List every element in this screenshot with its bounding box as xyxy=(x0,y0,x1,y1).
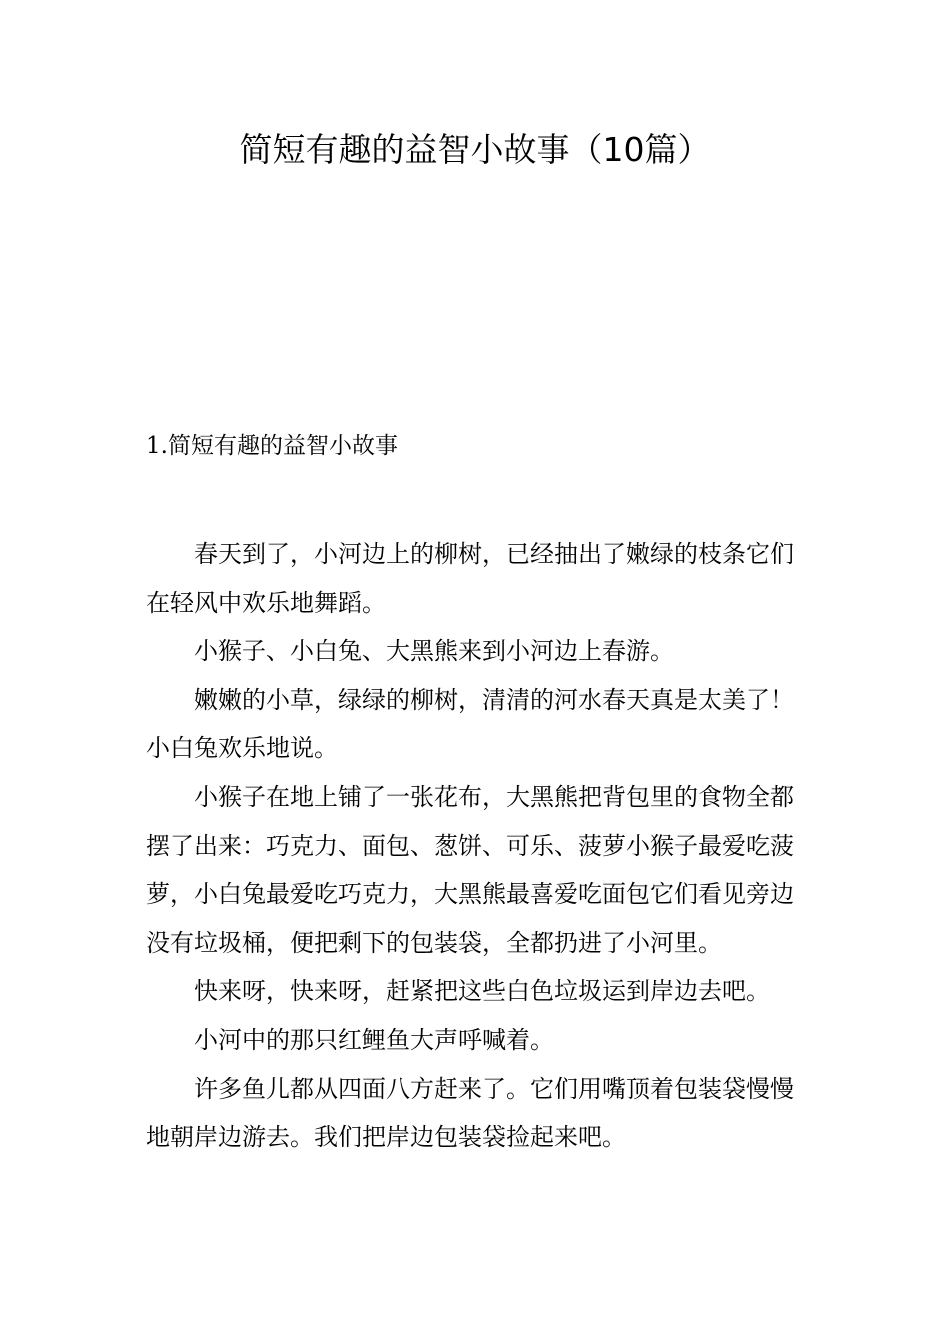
paragraph: 春天到了，小河边上的柳树，已经抽出了嫩绿的枝条它们在轻风中欢乐地舞蹈。 xyxy=(146,540,794,617)
paragraph: 许多鱼儿都从四面八方赶来了。它们用嘴顶着包装袋慢慢地朝岸边游去。我们把岸边包装袋捡起来吧。 xyxy=(146,1074,794,1152)
paragraph: 小河中的那只红鲤鱼大声呼喊着。 xyxy=(194,1025,554,1054)
section-heading: 1.简短有趣的益智小故事 xyxy=(146,433,398,459)
document-title: 简短有趣的益智小故事（10篇） xyxy=(239,130,711,169)
paragraph: 小猴子、小白兔、大黑熊来到小河边上春游。 xyxy=(194,637,674,666)
paragraph: 嫩嫩的小草，绿绿的柳树，清清的河水春天真是太美了！小白兔欢乐地说。 xyxy=(146,685,794,763)
story-body xyxy=(146,530,808,1162)
paragraph: 快来呀，快来呀，赶紧把这些白色垃圾运到岸边去吧。 xyxy=(194,977,770,1006)
paragraph: 小猴子在地上铺了一张花布，大黑熊把背包里的食物全都摆了出来：巧克力、面包、葱饼、可乐、菠萝小猴子最爱吃菠萝，小白兔最爱吃巧克力，大黑熊最喜爱吃面包它们看见旁边没有垃圾桶，便把剩下的包装袋，全都扔进了小河里。 xyxy=(146,782,794,957)
